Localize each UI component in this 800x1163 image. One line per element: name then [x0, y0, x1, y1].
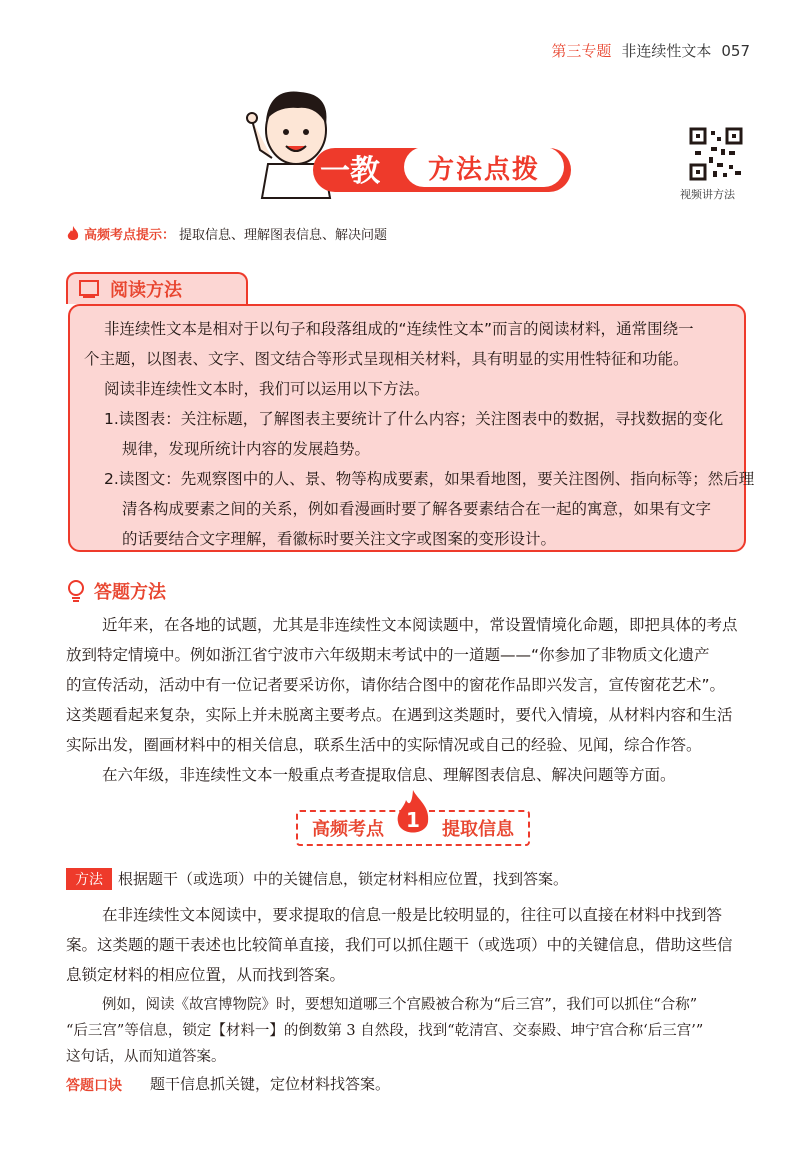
banner-jiao: 一教 — [320, 154, 380, 189]
reading-line: 清各构成要素之间的关系，例如看漫画时要了解各要素结合在一起的寓意，如果有文字 — [122, 500, 712, 518]
flame-icon — [66, 226, 80, 242]
method-line: 在非连续性文本阅读中，要求提取的信息一般是比较明显的，往往可以直接在材料中找到答 — [102, 906, 723, 924]
answer-line: 在六年级，非连续性文本一般重点考查提取信息、理解图表信息、解决问题等方面。 — [102, 766, 676, 784]
reading-line: 个主题，以图表、文字、图文结合等形式呈现相关材料，具有明显的实用性特征和功能。 — [84, 350, 689, 368]
verse-tag: 答题口诀 — [66, 1078, 122, 1094]
answer-line: 实际出发，圈画材料中的相关信息，联系生活中的实际情况或自己的经验、见闻，综合作答。 — [66, 736, 702, 754]
reading-line: 1.读图表：关注标题，了解图表主要统计了什么内容；关注图表中的数据，寻找数据的变化 — [104, 410, 724, 428]
method-tag: 方法 — [66, 868, 112, 890]
answer-line: 的宣传活动，活动中有一位记者要采访你，请你结合图中的窗花作品即兴发言，宣传窗花艺术”。 — [66, 676, 726, 694]
method-text: 根据题干（或选项）中的关键信息，锁定材料相应位置，找到答案。 — [118, 870, 569, 888]
key-point-topic: 提取信息 — [442, 819, 514, 840]
answer-method-header — [66, 578, 166, 604]
reading-line: 阅读非连续性文本时，我们可以运用以下方法。 — [104, 380, 430, 398]
example-line: “后三宫”等信息，锁定【材料一】的倒数第 3 自然段，找到“乾清宫、交泰殿、坤宁宫合称‘后三宫’” — [66, 1023, 704, 1039]
tips-text: 提取信息、理解图表信息、解决问题 — [179, 228, 388, 243]
page-number: 057 — [721, 41, 750, 60]
header-section: 非连续性文本 — [621, 42, 712, 60]
key-point-box — [296, 810, 530, 846]
page-header — [551, 40, 750, 61]
example-line: 这句话，从而知道答案。 — [66, 1049, 226, 1065]
answer-line: 放到特定情境中。例如浙江省宁波市六年级期末考试中的一道题——“你参加了非物质文化遗产 — [66, 646, 710, 664]
example-line: 例如，阅读《故宫博物院》时，要想知道哪三个宫殿被合称为“后三宫”，我们可以抓住“合称” — [102, 997, 698, 1013]
book-icon — [78, 279, 100, 299]
high-frequency-tips — [66, 224, 387, 243]
verse-text: 题干信息抓关键，定位材料找答案。 — [150, 1075, 391, 1093]
banner-title: 方法点拨 — [404, 147, 564, 187]
answer-line: 这类题看起来复杂，实际上并未脱离主要考点。在遇到这类题时，要代入情境，从材料内容和生活 — [66, 706, 733, 724]
qr-code-icon[interactable] — [689, 127, 743, 181]
tips-label: 高频考点提示： — [84, 228, 176, 243]
reading-line: 规律，发现所统计内容的发展趋势。 — [122, 440, 371, 458]
reading-line: 非连续性文本是相对于以句子和段落组成的“连续性文本”而言的阅读材料，通常围绕一 — [104, 320, 694, 338]
key-point-label: 高频考点 — [312, 819, 384, 840]
flame-number-icon — [396, 790, 430, 838]
answer-line: 近年来，在各地的试题，尤其是非连续性文本阅读题中，常设置情境化命题，即把具体的考点 — [102, 616, 738, 634]
reading-line: 2.读图文：先观察图中的人、景、物等构成要素，如果看地图，要关注图例、指向标等；然后理 — [104, 470, 755, 488]
answer-method-title: 答题方法 — [94, 582, 166, 603]
method-line: 案。这类题的题干表述也比较简单直接，我们可以抓住题干（或选项）中的关键信息，借助这些信 — [66, 936, 733, 954]
reading-method-title: 阅读方法 — [110, 280, 182, 301]
reading-line: 的话要结合文字理解，看徽标时要关注文字或图案的变形设计。 — [122, 530, 557, 548]
lightbulb-icon — [66, 580, 86, 602]
method-line: 息锁定材料的相应位置，从而找到答案。 — [66, 966, 346, 984]
key-point-number: 1 — [406, 808, 420, 832]
reading-method-header — [66, 272, 248, 304]
qr-label: 视频讲方法 — [680, 188, 735, 201]
header-topic: 第三专题 — [551, 42, 612, 60]
